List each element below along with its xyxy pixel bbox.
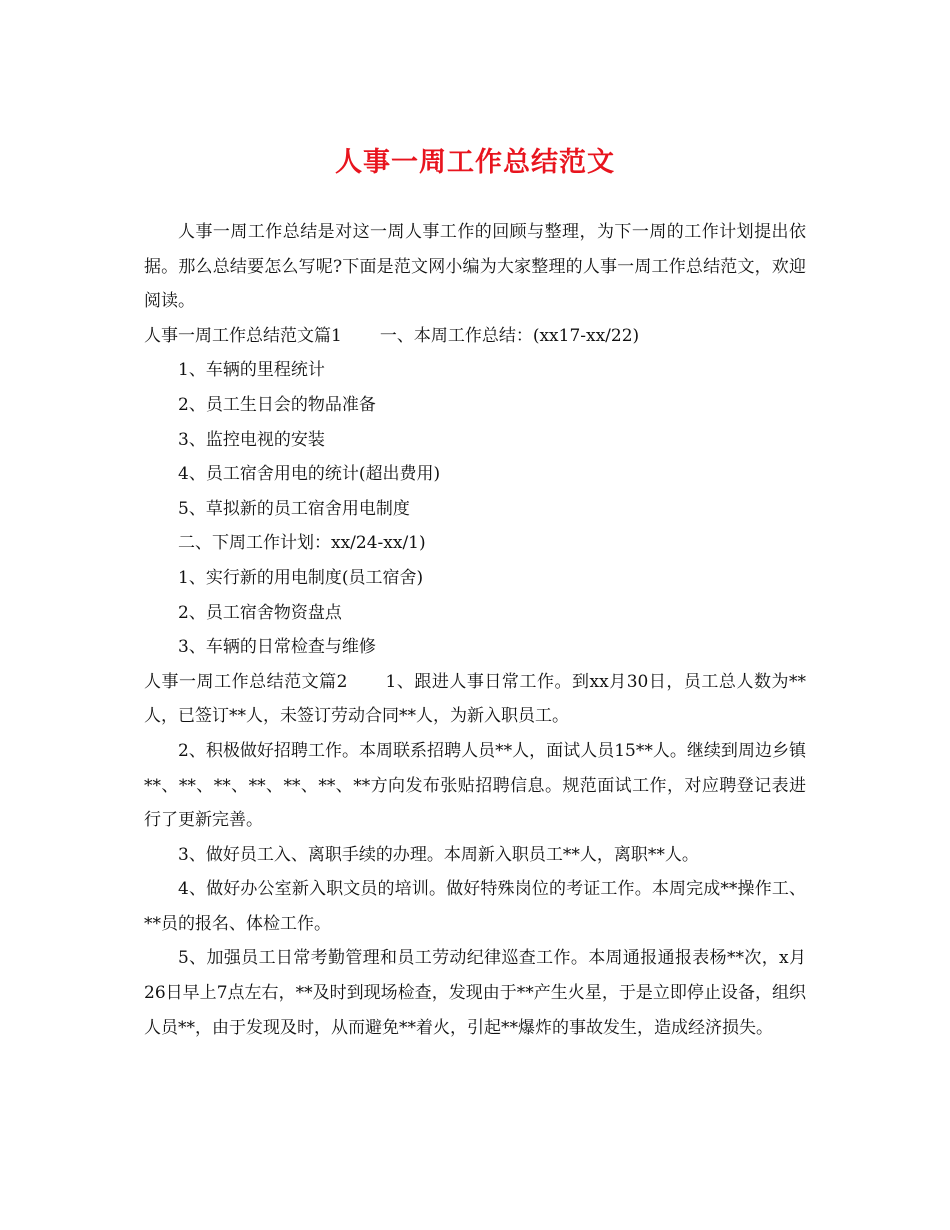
list-item: 2、员工生日会的物品准备: [178, 394, 376, 415]
article1-section1-title: 一、本周工作总结：(xx17-xx/22): [379, 325, 640, 346]
article1-heading-line: [144, 319, 806, 354]
list-item: 3、监控电视的安装: [178, 429, 325, 450]
article2-paragraph: 4、做好办公室新入职文员的培训。做好特殊岗位的考证工作。本周完成**操作工、**员的报名、体检工作。: [144, 879, 806, 934]
document-body: [144, 215, 806, 1045]
list-item: 5、草拟新的员工宿舍用电制度: [178, 498, 410, 519]
list-item: 1、实行新的用电制度(员工宿舍): [178, 567, 424, 588]
article1-section2-title: 二、下周工作计划：xx/24-xx/1): [178, 533, 426, 554]
intro-paragraph: 人事一周工作总结是对这一周人事工作的回顾与整理，为下一周的工作计划提出依据。那么总结要怎么写呢?下面是范文网小编为大家整理的人事一周工作总结范文，欢迎阅读。: [144, 222, 806, 312]
list-item: 1、车辆的里程统计: [178, 360, 325, 381]
list-item: 4、员工宿舍用电的统计(超出费用): [178, 464, 441, 485]
article2-heading-line: [144, 665, 806, 734]
article2-paragraph: 3、做好员工入、离职手续的办理。本周新入职员工**人，离职**人。: [178, 844, 699, 865]
article2-first-item: 1、跟进人事日常工作。到xx月30日，员工总人数为**人，已签订**人，未签订劳动合同**人，为新入职员工。: [144, 671, 806, 727]
article2-heading: 人事一周工作总结范文篇2: [144, 671, 348, 692]
article2-paragraph: 2、积极做好招聘工作。本周联系招聘人员**人，面试人员15**人。继续到周边乡镇**、**、**、**、**、**、**方向发布张贴招聘信息。规范面试工作，对应聘登记表进行了更新完善。: [144, 740, 806, 831]
document-title: 人事一周工作总结范文: [335, 147, 615, 178]
list-item: 2、员工宿舍物资盘点: [178, 602, 342, 623]
list-item: 3、车辆的日常检查与维修: [178, 637, 376, 658]
article2-paragraph: 5、加强员工日常考勤管理和员工劳动纪律巡查工作。本周通报通报表杨**次，x月26日早上7点左右，**及时到现场检查，发现由于**产生火星，于是立即停止设备，组织人员**，由于发现及时，从而避免**着火，引起**爆炸的事故发生，造成经济损失。: [144, 948, 806, 1038]
article1-heading: 人事一周工作总结范文篇1: [144, 325, 342, 346]
